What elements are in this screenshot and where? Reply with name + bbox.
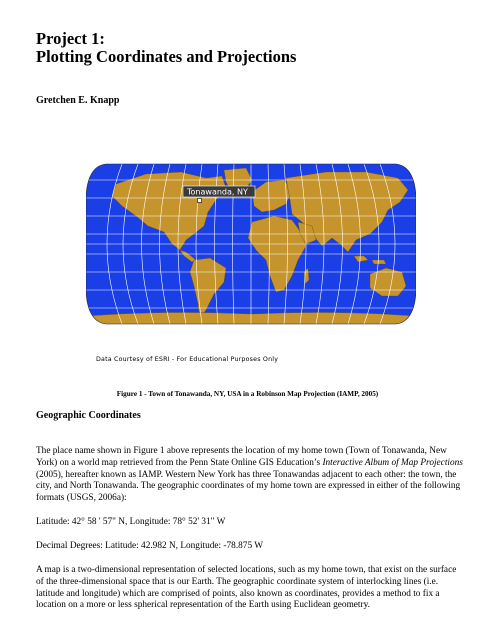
location-label [183,186,255,197]
author-name: Gretchen E. Knapp [36,95,120,106]
paragraph-intro-text-a: The place name shown in Figure 1 above represents the location of my home town (Town of Tonawanda, New York) on a world map retrieved from the Penn State Online GIS Education’s [36,446,447,468]
iamp-title-italic: Interactive Album of Map Projections [322,457,463,468]
title-line-2: Plotting Coordinates and Projections [36,47,297,66]
section-heading: Geographic Coordinates [36,410,141,421]
figure-caption: Figure 1 - Town of Tonawanda, NY, USA in a Robinson Map Projection (IAMP, 2005) [116,390,379,398]
map-credit: Data Courtesy of ESRI - For Educational Purposes Only [96,356,279,363]
paragraph-decimal-coordinates: Decimal Degrees: Latitude: 42.982 N, Longitude: -78.875 W [36,541,264,551]
robinson-world-map [86,160,416,328]
location-marker [198,199,202,203]
title-line-1: Project 1: [36,29,105,48]
paragraph-dms-coordinates: Latitude: 42° 58 ' 57" N, Longitude: 78° 52' 31" W [36,517,226,527]
page-title [36,30,466,66]
paragraph-intro-text-b: (2005), hereafter known as IAMP. Western New York has three Tonawandas adjacent to each other: the town, the city, and North Tonawanda. The geographic coordinates of my home town are expressed in either of the following formats (USGS, 2006a): [36,469,461,504]
paragraph-map-definition: A map is a two-dimensional representation of selected locations, such as my home town, that exist on the surface of the three-dimensional space that is our Earth. The geographic coordinate system of interlocking lines (i.e. latitude and longitude) which are comprised of points, also known as coordinates, provides a method to fix a location on a more or less spherical representation of the Earth using Euclidean geometry. [36,565,457,611]
paragraph-intro [36,446,466,505]
location-label-text: Tonawanda, NY [187,187,248,197]
